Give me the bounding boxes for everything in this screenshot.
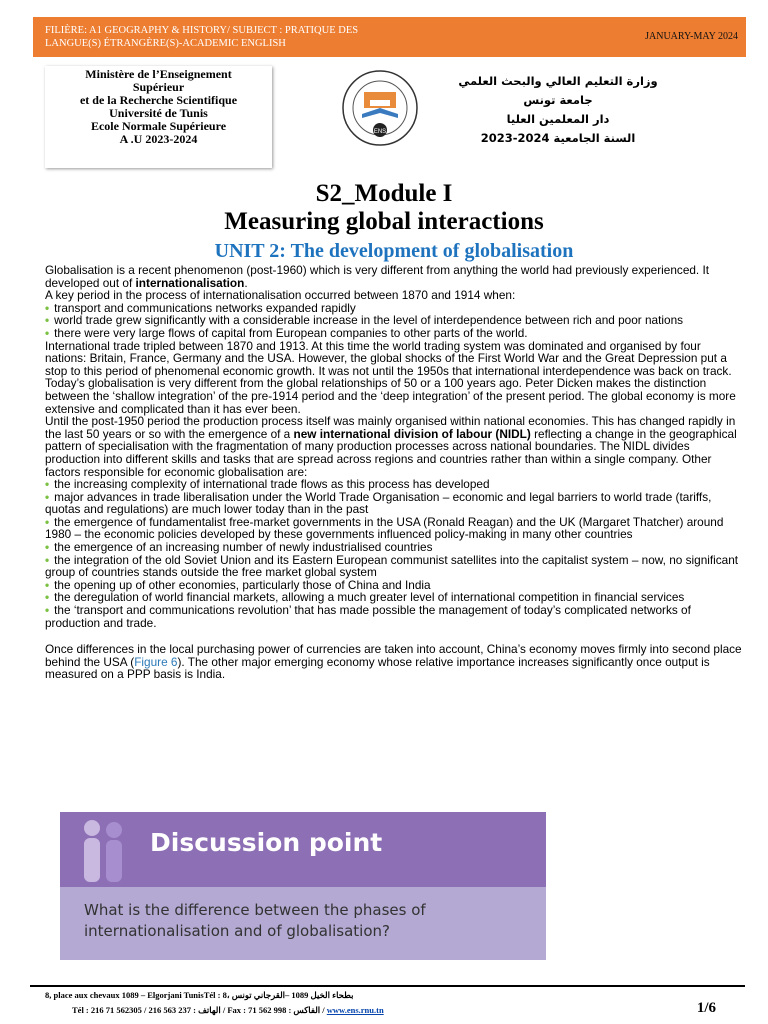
discussion-point-box: [60, 812, 546, 960]
paragraph: Once differences in the local purchasing power of currencies are taken into account, China’s economy moves firmly into second place behind the USA (Figure 6). The other major emerging economy whose relative importance increases significantly once output is measured on a PPP basis is India.: [45, 642, 742, 682]
figure-link[interactable]: Figure 6: [134, 654, 178, 669]
bullet-item: • the emergence of an increasing number of newly industrialised countries: [45, 541, 745, 554]
bullet-item: • there were very large flows of capital from European companies to other parts of the world.: [45, 327, 745, 340]
people-icon: [72, 816, 132, 884]
inst-line: Supérieur: [132, 80, 185, 94]
paragraph: Globalisation is a recent phenomenon (post-1960) which is very different from anything the world had previously experienced. It developed out of internationalisation.: [45, 263, 710, 290]
footer-contact: Tél : 216 71 562305 / 216 563 237 : الهاتف / Fax : 71 562 998 : الفاكس / www.ens.rnu.tn: [72, 1005, 384, 1015]
inst-line: Université de Tunis: [109, 106, 208, 120]
bullet-item: • the integration of the old Soviet Union and its Eastern European communist satellites into the capitalist system – now, no significant group of countries stands outside the free market global system: [45, 554, 745, 579]
unit-heading: UNIT 2: The development of globalisation: [214, 240, 574, 262]
website-link[interactable]: www.ens.rnu.tn: [326, 1005, 384, 1015]
discussion-question: What is the difference between the phases of internationalisation and of globalisation?: [84, 901, 426, 940]
paragraph: International trade tripled between 1870 and 1913. At this time the world trading system was dominated and organised by four nations: Britain, France, Germany and the USA. However, the global shocks of the First World War and the Great Depression put a stop to this period of phenomenal economic growth. It was not until the 1950s that international interdependence was back on track.: [45, 338, 732, 378]
ens-logo: [340, 68, 420, 148]
bullet-item: • the increasing complexity of international trade flows as this process has developed: [45, 478, 745, 491]
page-number: 1/6: [696, 1000, 716, 1016]
paragraph: A key period in the process of internationalisation occurred between 1870 and 1914 when:: [45, 288, 516, 303]
header-bar: [33, 17, 746, 57]
institution-french: [45, 66, 272, 168]
inst-ar-line: السنة الجامعية 2024-2023: [480, 131, 636, 145]
bullet-item: • the deregulation of world financial markets, allowing a much greater level of international competition in financial services: [45, 591, 745, 604]
discussion-title: Discussion point: [150, 828, 383, 857]
discussion-banner: [60, 812, 546, 887]
header-subject: FILIÈRE: A1 GEOGRAPHY & HISTORY/ SUBJECT : PRATIQUE DES LANGUE(S) ÉTRANGÈRE(S)-ACADEMIC ENGLISH: [45, 25, 359, 49]
inst-line: et de la Recherche Scientifique: [79, 93, 238, 107]
inst-ar-line: دار المعلمين العليا: [506, 112, 610, 126]
bullet-item: • the opening up of other economies, particularly those of China and India: [45, 579, 745, 592]
inst-line: A .U 2023-2024: [119, 132, 198, 146]
paragraph: Until the post-1950 period the production process itself was mainly organised within national economies. This has changed rapidly in the last 50 years or so with the emergence of a new international division of labour (NIDL) reflecting a change in the geographical pattern of specialisation with the fragmentation of many production processes across national boundaries. The NIDL divides production into different skills and tasks that are spread across regions and countries rather than within a single company. Other factors responsible for economic globalisation are:: [45, 414, 737, 479]
module-title: S2_Module I: [315, 180, 453, 207]
inst-ar-line: جامعة تونس: [523, 93, 593, 107]
logo-text: ENS: [373, 129, 387, 135]
bullet-item: • the ‘transport and communications revolution’ that has made possible the management of today’s complicated networks of production and trade.: [45, 604, 745, 629]
bullet-item: • transport and communications networks expanded rapidly: [45, 302, 745, 315]
footer-divider: [30, 985, 745, 987]
document-body: [45, 264, 745, 681]
inst-line: Ecole Normale Supérieure: [90, 119, 227, 133]
header-date: JANUARY-MAY 2024: [645, 31, 738, 42]
bullet-item: • major advances in trade liberalisation under the World Trade Organisation – economic and legal barriers to world trade (tariffs, quotas and regulations) are much lower today than in the past: [45, 491, 745, 516]
footer-address: 8, place aux chevaux 1089 – Elgorjani TunisTél : 8، بطحاء الخيل 1089 –القرجاني تونس: [45, 990, 354, 1000]
institution-arabic: [448, 72, 668, 148]
inst-ar-line: وزارة التعليم العالي والبحث العلمي: [458, 74, 658, 88]
module-subtitle: Measuring global interactions: [224, 208, 544, 235]
bullet-item: • world trade grew significantly with a considerable increase in the level of interdependence between rich and poor nations: [45, 314, 745, 327]
bullet-item: • the emergence of fundamentalist free-market governments in the USA (Ronald Reagan) and the UK (Margaret Thatcher) around 1980 – the economic policies developed by these governments influenced policy-making in many other countries: [45, 516, 745, 541]
paragraph: Today’s globalisation is very different from the global relationships of 50 or a 100 years ago. Peter Dicken makes the distinction between the ‘shallow integration’ of the pre-1914 period and the ‘deep integration’ of the present period. The global economy is more extensive and complicated than it has ever been.: [45, 376, 736, 416]
inst-line: Ministère de l’Enseignement: [85, 67, 232, 81]
